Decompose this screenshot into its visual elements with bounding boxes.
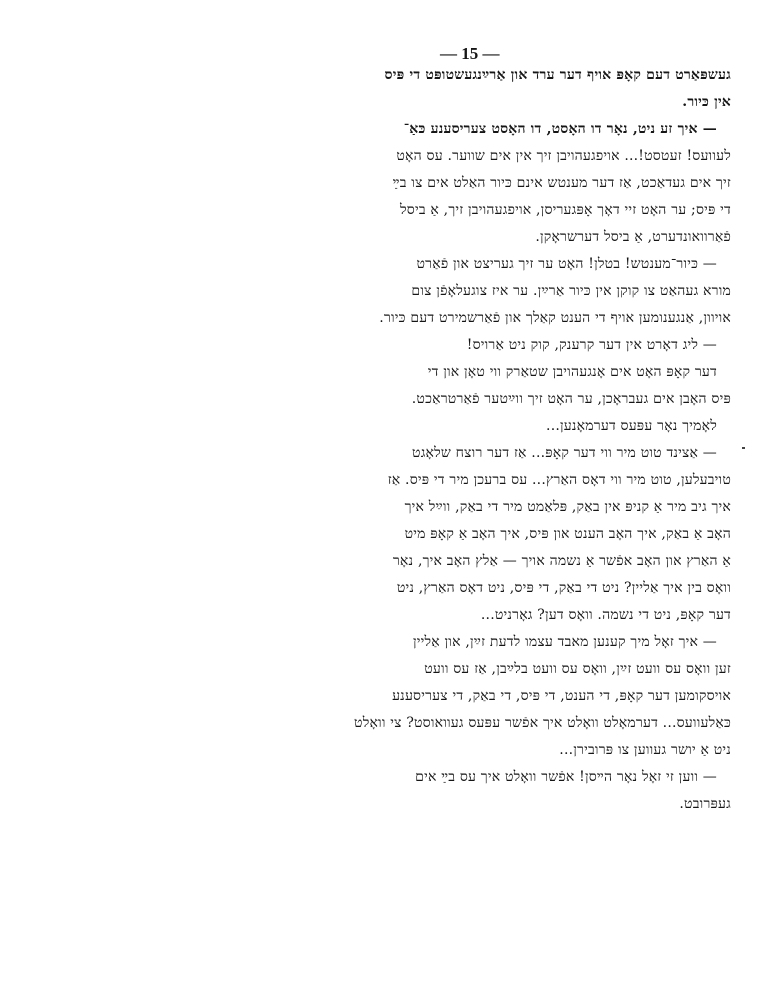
- page-number: — 15 —: [440, 44, 500, 63]
- text-line: געפּרובט.: [679, 796, 731, 812]
- text-line: פּיס האָבן אים געבראָכן, ער האָט זיך ווײַטער פֿאַרטראַכט.: [411, 391, 731, 407]
- text-line: כּאַלעוועס... דערמאָלט וואָלט איך אפֿשר עפּעס געוואוסט? צי וואָלט: [354, 715, 731, 731]
- text-line: וואָס בין איך אַליין? ניט די באַק, די פּיס, ניט דאָס האַרץ, ניט: [396, 580, 731, 596]
- text-line: לעוועס! זעטסט!... אויפגעהויבן זיך אין אים שווער. עס האָט: [396, 148, 731, 164]
- text-line: די פּיס; ער האָט זיי דאָך אָפּגעריסן, אויפגעהויבן זיך, אַ ביסל: [400, 202, 731, 218]
- text-line: — איך זע ניט, נאָר דו האָסט, דו האָסט צעריסענע כּאַ־: [403, 121, 717, 137]
- text-line: דער קאָפּ, ניט די נשמה. וואָס דען? גאָרניט...: [480, 607, 731, 623]
- text-line: האָב אַ באַק, איך האָב הענט און פּיס, איך האָב אַ קאָפּ מיט: [404, 526, 731, 542]
- text-line: דער קאָפּ האָט אים אָנגעהויבן שטאַרק ווי טאָן און די: [427, 364, 717, 380]
- text-line: אין כּיור.: [682, 94, 731, 110]
- text-line: אַ האַרץ און האָב אפֿשר אַ נשמה אויך — אַלץ האָב איך, נאָר: [392, 553, 731, 569]
- text-line: — כּיור־מענטש! בטלן! האָט ער זיך געריצט און פֿאַרט: [416, 256, 717, 272]
- text-line: פֿאַרוואונדערט, אַ ביסל דערשראָקן.: [535, 229, 731, 245]
- text-line: זיך אים געדאַכט, אַז דער מענטש אינם כּיור האַלט אים צו בײַ: [392, 175, 731, 191]
- text-line: טויבעלען, טוט מיר ווי דאָס האַרץ... עס ברעכן מיר די פּיס. אַז: [387, 472, 731, 488]
- text-line: אויסקומען דער קאָפּ, די הענט, די פּיס, די באַק, די צעריסענע: [392, 688, 731, 704]
- text-line: לאָמיך נאָר עפּעס דערמאָנען...: [546, 418, 717, 434]
- text-line: — ווען זי זאָל נאָר הײסן! אפֿשר וואָלט איך עס בײַ אים: [415, 769, 717, 785]
- margin-mark: [742, 447, 745, 449]
- text-line: געשפּאַרט דעם קאָפּ אויף דער ערד און אַרײַנגעשטופּט די פּיס: [384, 67, 731, 83]
- text-line: ניט אַ יושר געווען צו פּרובירן...: [559, 742, 731, 758]
- text-line: מורא געהאַט צו קוקן אין כּיור אַרײַן. ער איז צוגעלאָפֿן צום: [411, 283, 731, 299]
- text-line: אויוון, אַנגענומען אויף די הענט קאַלך און פֿאַרשמירט דעם כּיור.: [379, 310, 731, 326]
- text-line: — ליג דאָרט אין דער קרענק, קוק ניט אַרויס!: [466, 337, 717, 353]
- text-line: איך גיב מיר אַ קניפּ אין באַק, פּלאַמט מיר די באַק, ווײַל איך: [404, 499, 731, 515]
- text-line: — איך זאָל מיך קענען מאבד עצמו לדעת זײַן, און אַליין: [413, 634, 717, 650]
- text-line: — אַצינד טוט מיר ווי דער קאָפּ... אַז דער רוצח שלאָגט: [412, 445, 717, 461]
- text-line: זען וואָס עס וועט זײַן, וואָס עס וועט בלײַבן, אַז עס וועט: [424, 661, 731, 677]
- text-column: [286, 62, 731, 818]
